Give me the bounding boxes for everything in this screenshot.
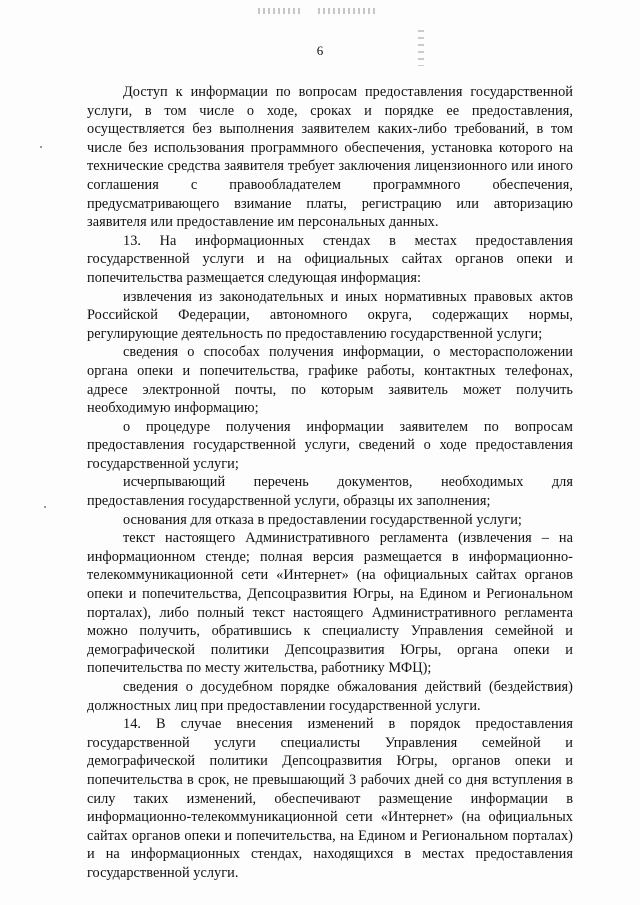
paragraph-13-extracts: извлечения из законодательных и иных нормативных правовых актов Российской Федерации, автономного округа, содержащих нормы, регулирующие деятельность по предоставлению государственной услуги; (87, 288, 573, 342)
paragraph-access-info: Доступ к информации по вопросам предоставления государственной услуги, в том числе о ходе, сроках и порядке ее предоставления, осуществляется без выполнения заявителем каких-либо требований, в том числе без использования программного обеспечения, установка которого на технические средства заявителя требует заключения лицензионного или иного соглашения с правообладателем программного обеспечения, предусматривающего взимание платы, регистрацию или авторизацию заявителя или предоставление им персональных данных. (87, 84, 573, 231)
paragraph-13-documents: исчерпывающий перечень документов, необходимых для предоставления государственной услуги, образцы их заполнения; (87, 474, 573, 510)
paragraph-13-intro: 13. На информационных стендах в местах предоставления государственной услуги и на официальных сайтах органов опеки и попечительства размещается следующая информация: (87, 232, 573, 286)
paragraph-13-regulation-text: текст настоящего Административного регламента (извлечения – на информационном стенде; полная версия размещается в информационно-телекоммуникационной сети «Интернет» (на официальных сайтах органов опеки и попечительства, Депсоцразвития Югры, на Едином и Региональном порталах), либо полный текст настоящего Административного регламента можно получить, обратившись к специалисту Управления семейной и демографической политики Депсоцразвития Югры, органа опеки и попечительства по месту жительства, работнику МФЦ); (87, 530, 573, 677)
scan-artifact (44, 506, 46, 508)
paragraph-13-appeal: сведения о досудебном порядке обжалования действий (бездействия) должностных лиц при предоставлении государственной услуги. (87, 679, 573, 714)
paragraph-14-changes: 14. В случае внесения изменений в порядок предоставления государственной услуги специалисты Управления семейной и демографической политики Депсоцразвития Югры, органов опеки и попечительства в срок, не превышающий 3 рабочих дней со дня вступления в силу таких изменений, обеспечивают размещение информации в информационно-телекоммуникационной сети «Интернет» (на официальных сайтах органов опеки и попечительства, на Едином и Региональном порталах) и на информационных стендах, находящихся в местах предоставления государственной услуги. (87, 716, 573, 881)
paragraph-13-refusal: основания для отказа в предоставлении государственной услуги; (123, 511, 522, 528)
page-number: 6 (316, 43, 324, 58)
paragraph-13-procedure: о процедуре получения информации заявителем по вопросам предоставления государственной услуги, сведений о ходе предоставления государственной услуги; (87, 418, 573, 472)
scan-artifact (318, 8, 378, 14)
scan-artifact (258, 8, 302, 14)
paragraph-13-contacts: сведения о способах получения информации, о месторасположении органа опеки и попечительства, графике работы, контактных телефонах, адресе электронной почты, по которым заявитель может получить необходимую информацию; (87, 344, 573, 417)
scan-artifact (40, 146, 42, 148)
document-body (87, 83, 573, 883)
